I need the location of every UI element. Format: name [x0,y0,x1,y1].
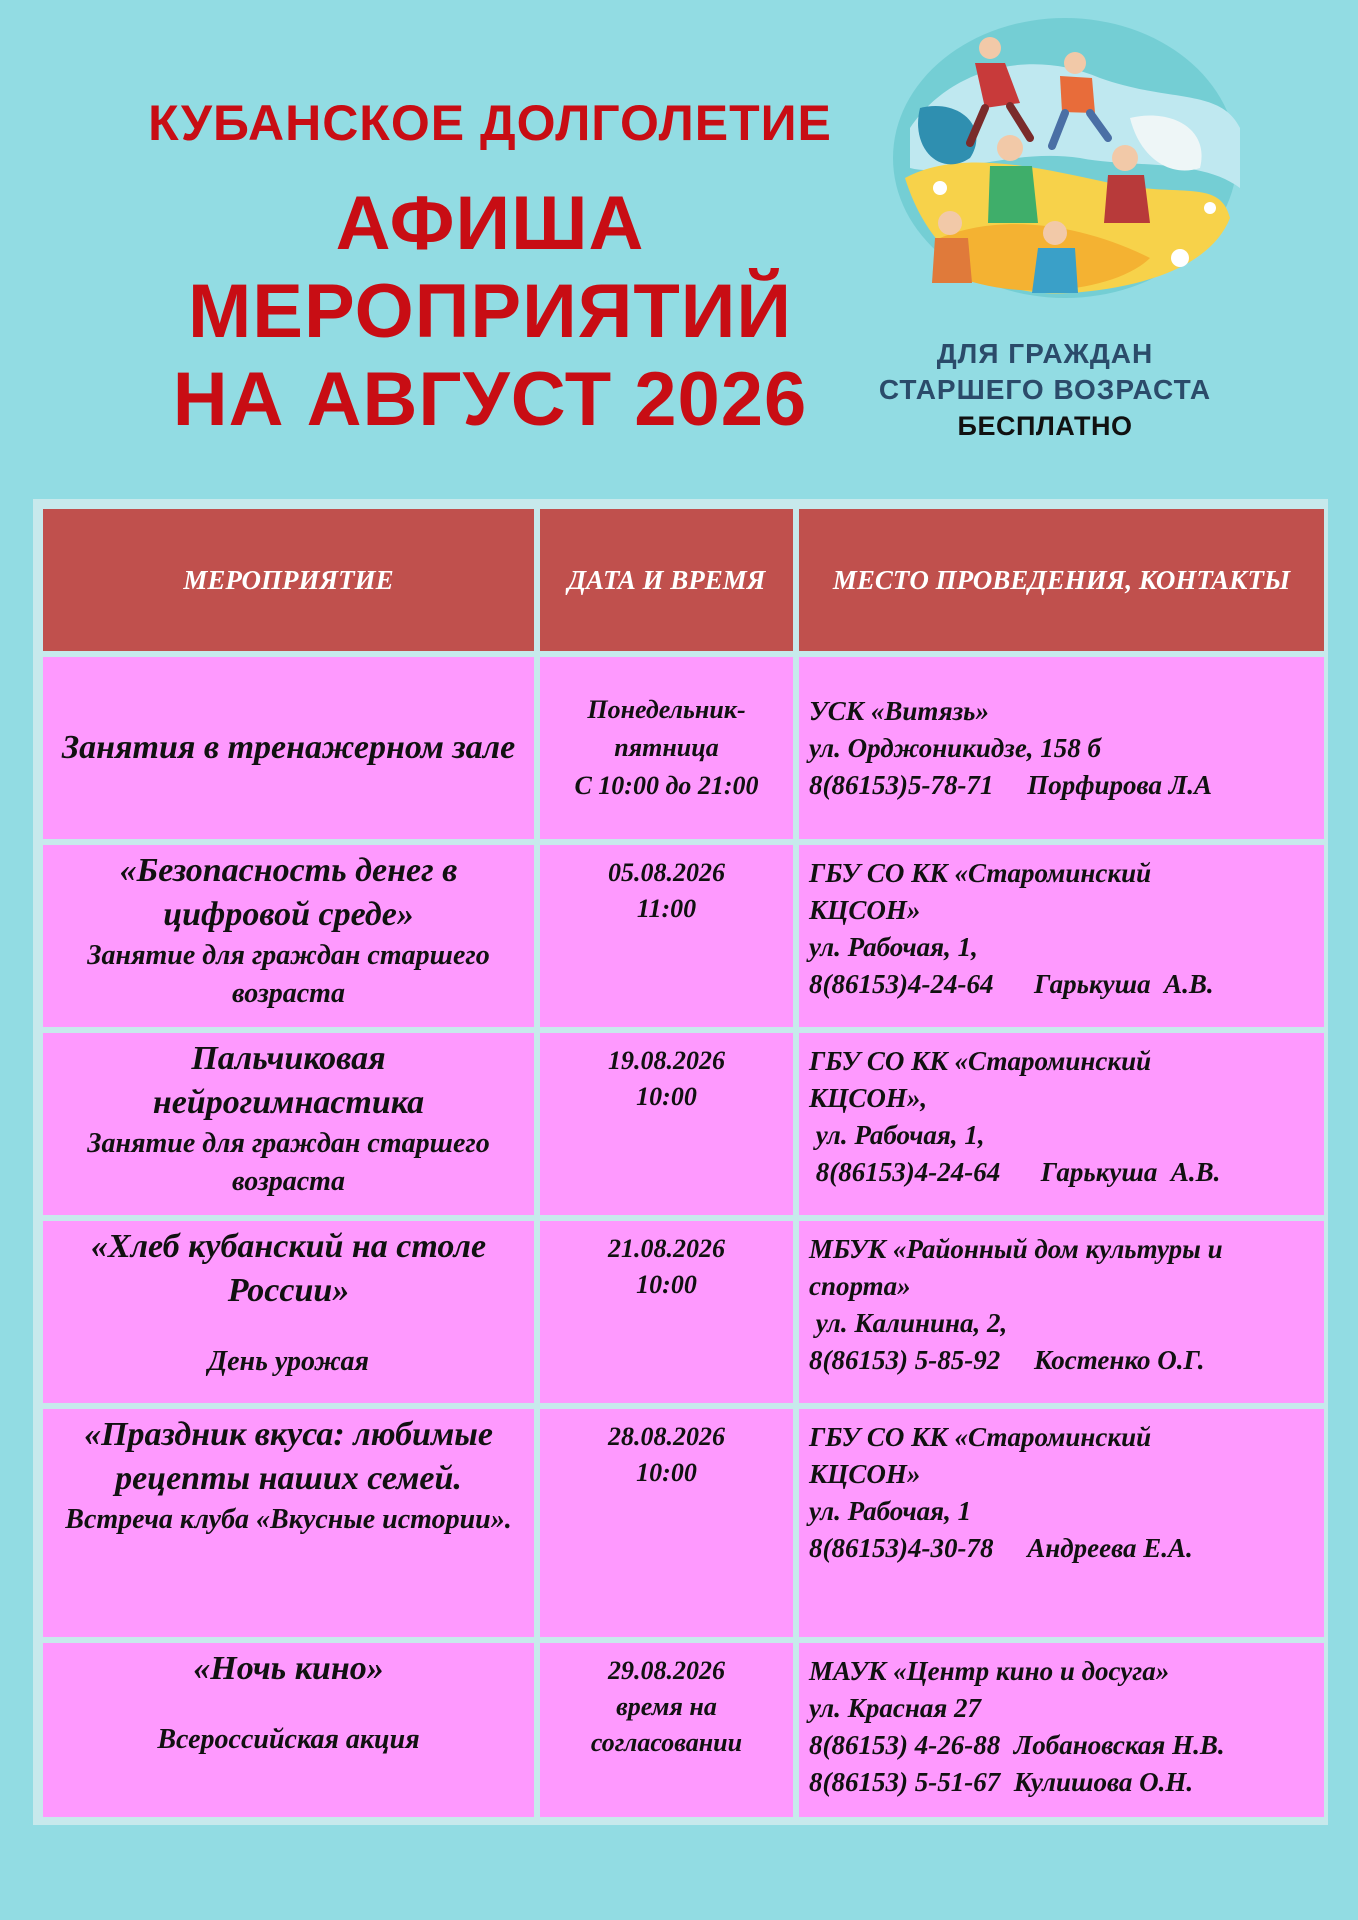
event-cell [43,657,534,839]
place-line: 8(86153)5-78-71 Порфирова Л.А [809,769,1212,800]
event-time: 11:00 [636,894,697,923]
event-date: 28.08.2026 [608,1422,725,1451]
event-date: Понедельник-пятница [587,695,746,762]
title-line-1: АФИША [335,181,645,266]
place-line: спорта» [809,1271,911,1301]
place-line: КЦСОН» [809,1459,921,1489]
event-date: 19.08.2026 [608,1046,725,1075]
title-line-3: НА АВГУСТ 2026 [172,357,808,442]
event-name: «Праздник вкуса: любимые рецепты наших семей. [84,1416,493,1497]
event-note: День урожая [208,1346,369,1377]
place-line: КЦСОН» [809,895,921,925]
event-time: 10:00 [636,1082,697,1111]
event-cell [43,845,534,1027]
event-cell [43,1033,534,1215]
event-cell [43,1221,534,1403]
event-note: Встреча клуба «Вкусные истории». [65,1504,512,1535]
place-cell [799,1643,1324,1817]
event-note: Занятие для граждан старшего возраста [87,940,490,1009]
event-note: Всероссийская акция [157,1724,420,1755]
events-table-frame [33,499,1328,1825]
place-cell [799,1409,1324,1637]
datetime-cell [540,1221,793,1403]
place-line: 8(86153)4-30-78 Андреева Е.А. [809,1533,1193,1563]
place-cell [799,1221,1324,1403]
table-row [43,845,1324,1027]
place-line: ул. Рабочая, 1 [809,1496,972,1526]
place-cell [799,845,1324,1027]
event-note: Занятие для граждан старшего возраста [87,1128,490,1197]
table-row [43,657,1324,839]
place-cell [799,657,1324,839]
place-line: МБУК «Районный дом культуры и [809,1234,1223,1264]
free-label: БЕСПЛАТНО [957,411,1133,441]
place-line: УСК «Витязь» [809,695,989,726]
events-table [37,503,1330,1823]
datetime-cell [540,1033,793,1215]
poster-header [110,80,870,444]
table-row [43,1033,1324,1215]
table-row [43,1643,1324,1817]
event-time: 10:00 [636,1270,697,1299]
audience-block [840,336,1250,444]
event-cell [43,1643,534,1817]
event-date: 29.08.2026 [608,1656,725,1685]
table-row [43,1221,1324,1403]
datetime-cell [540,845,793,1027]
place-line: ГБУ СО КК «Староминский [809,1046,1152,1076]
table-header-row [43,509,1324,651]
event-date: 05.08.2026 [608,858,725,887]
audience-line-2: СТАРШЕГО ВОЗРАСТА [878,374,1212,405]
seniors-activity-illustration [880,8,1250,318]
event-time: С 10:00 до 21:00 [574,771,759,800]
column-header-datetime: ДАТА И ВРЕМЯ [540,509,793,651]
place-line: ул. Рабочая, 1, [809,1120,985,1150]
column-header-event: МЕРОПРИЯТИЕ [43,509,534,651]
event-name: «Ночь кино» [193,1650,384,1687]
place-line: 8(86153)4-24-64 Гарькуша А.В. [809,1157,1221,1187]
event-name: «Хлеб кубанский на столе России» [90,1228,487,1309]
event-name: Пальчиковая нейрогимнастика [152,1040,425,1121]
place-line: 8(86153) 5-51-67 Кулишова О.Н. [809,1767,1194,1797]
place-line: ГБУ СО КК «Староминский [809,1422,1152,1452]
org-title: КУБАНСКОЕ ДОЛГОЛЕТИЕ [148,95,832,151]
place-line: ул. Красная 27 [809,1693,982,1723]
datetime-cell [540,657,793,839]
event-time: время на согласовании [590,1692,743,1757]
event-name: Занятия в тренажерном зале [61,729,516,766]
event-time: 10:00 [636,1458,697,1487]
event-cell [43,1409,534,1637]
datetime-cell [540,1409,793,1637]
place-line: КЦСОН», [809,1083,928,1113]
event-name: «Безопасность денег в цифровой среде» [119,852,458,933]
place-line: 8(86153) 5-85-92 Костенко О.Г. [809,1345,1205,1375]
table-row [43,1409,1324,1637]
place-line: 8(86153) 4-26-88 Лобановская Н.В. [809,1730,1225,1760]
place-line: МАУК «Центр кино и досуга» [809,1656,1170,1686]
place-cell [799,1033,1324,1215]
title-line-2: МЕРОПРИЯТИЙ [187,269,793,354]
poster-title [110,180,870,444]
place-line: ул. Орджоникидзе, 158 б [809,732,1102,763]
place-line: ул. Калинина, 2, [809,1308,1008,1338]
event-date: 21.08.2026 [608,1234,725,1263]
column-header-place: МЕСТО ПРОВЕДЕНИЯ, КОНТАКТЫ [799,509,1324,651]
audience-line-1: ДЛЯ ГРАЖДАН [936,338,1154,369]
place-line: 8(86153)4-24-64 Гарькуша А.В. [809,969,1214,999]
place-line: ул. Рабочая, 1, [809,932,978,962]
datetime-cell [540,1643,793,1817]
place-line: ГБУ СО КК «Староминский [809,858,1152,888]
